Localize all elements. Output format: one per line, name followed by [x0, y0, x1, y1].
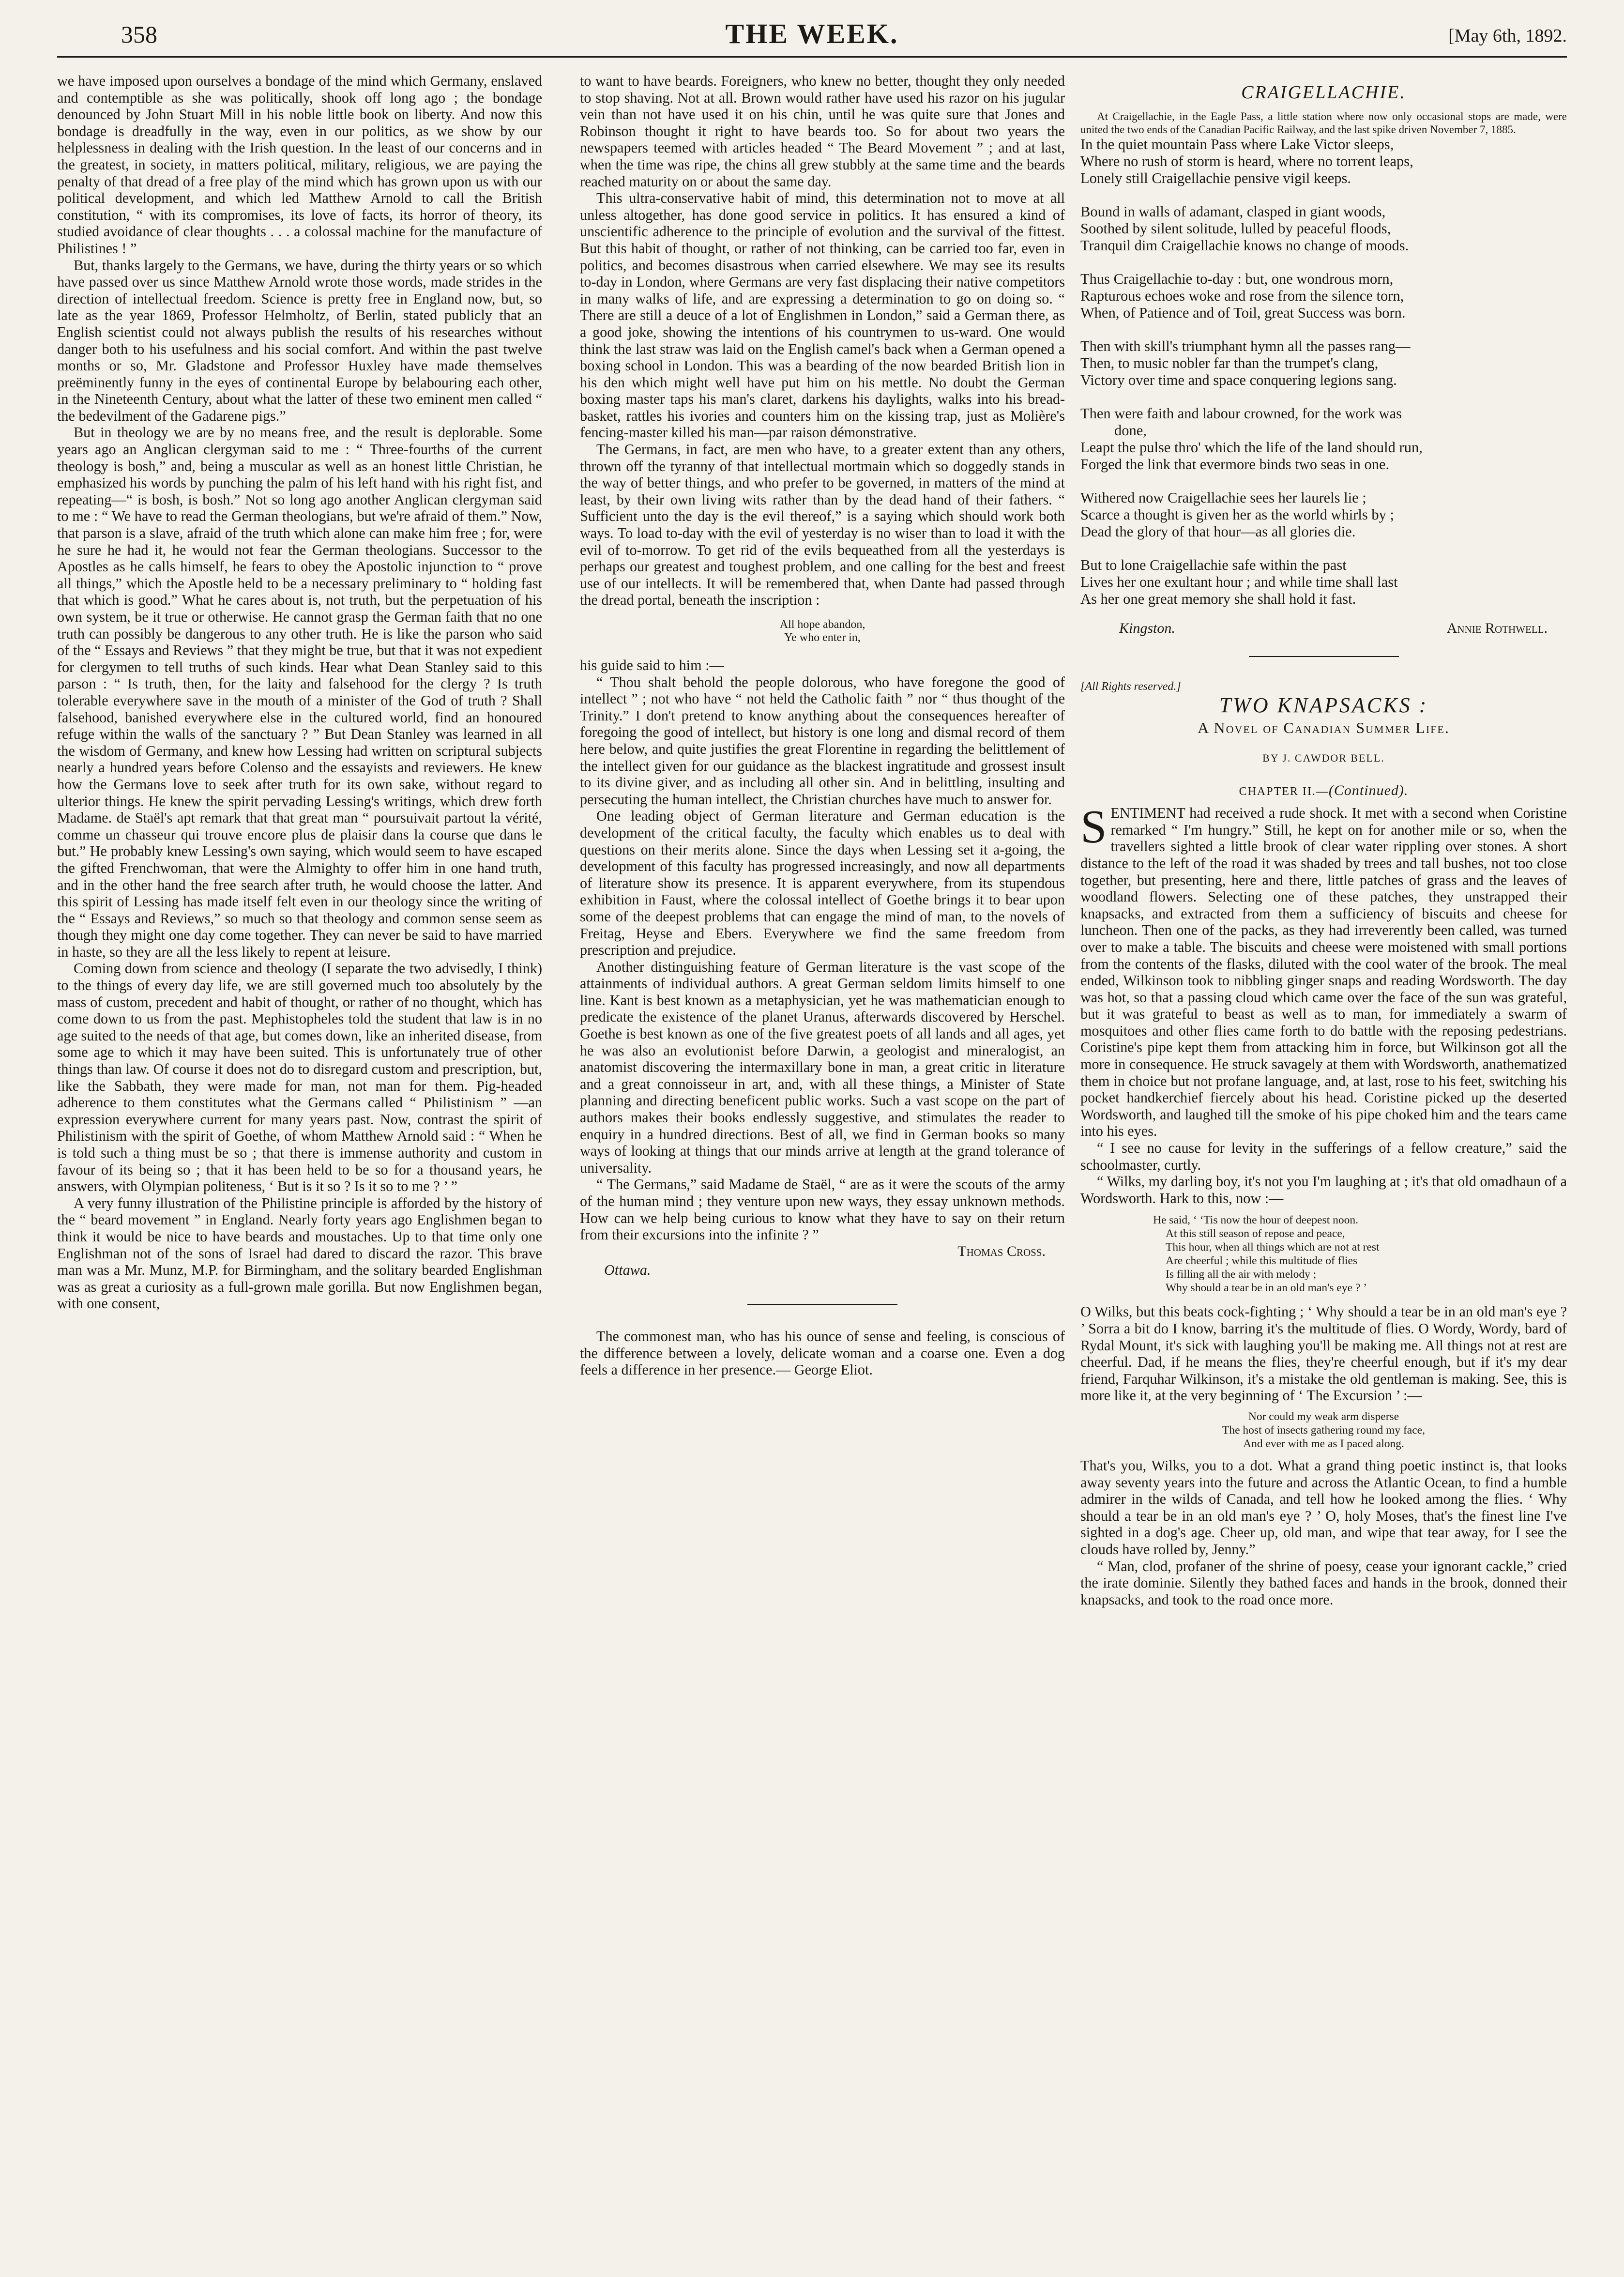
poem-signature [1119, 620, 1548, 637]
page-header [0, 0, 1624, 53]
poem-line: As her one great memory she shall hold it fast. [1080, 590, 1356, 607]
chapter-continued: (Continued). [1328, 782, 1409, 798]
paragraph: “ The Germans,” said Madame de Staël, “ are as it were the scouts of the army of the human mind ; they venture upon new ways, they essay unknown methods. How can we help being curious to know what they have to say on their return from their excursions into the infinite ? ” [580, 1176, 1065, 1243]
poem-stanza [1080, 136, 1567, 187]
paragraph: “ Wilks, my darling boy, it's not you I'm laughing at ; it's that old omadhaun of a Wordsworth. Hark to this, now :— [1080, 1173, 1567, 1207]
article-signature: Thomas Cross. [957, 1243, 1046, 1259]
column-1 [57, 73, 542, 2266]
chapter-heading [1080, 782, 1567, 800]
poem-line: Rapturous echoes woke and rose from the silence torn, [1080, 287, 1404, 304]
excursion-verse [1080, 1410, 1567, 1451]
paragraph: But, thanks largely to the Germans, we have, during the thirty years or so which have passed over us since Matthew Arnold wrote those words, made strides in the direction of intellectual freedom. Science is pretty free in England now, but, so late as the year 1869, Professor Helmholtz, of Berlin, stated publicly that an English scientist could not always publish the results of his researches without danger both to his usefulness and his social comfort. And within the past twelve months or so, Mr. Gladstone and Professor Huxley have made themselves preëminently funny in the eyes of continental Europe by belabouring each other, in the Nineteenth Century, about what the latter of these two eminent men called “ the bedevilment of the Gadarene pigs.” [57, 257, 542, 424]
poem-line: Lives her one exultant hour ; and while time shall last [1080, 573, 1398, 590]
column-3 [1080, 73, 1567, 2266]
poem-stanza [1080, 557, 1567, 608]
poem-line: Scarce a thought is given her as the world whirls by ; [1080, 506, 1394, 523]
poem-line: Then with skill's triumphant hymn all the passes rang— [1080, 337, 1411, 354]
poem-line: Then were faith and labour crowned, for the work was [1080, 405, 1402, 422]
verse-line: Nor could my weak arm disperse [1248, 1410, 1399, 1423]
header-rule [57, 56, 1567, 58]
paragraph: his guide said to him :— [580, 657, 724, 673]
poem-stanza [1080, 405, 1567, 473]
quote-line: All hope abandon, [779, 618, 865, 631]
masthead: THE WEEK. [725, 18, 899, 49]
paragraph: But in theology we are by no means free, and the result is deplorable. Some years ago an Anglican clergyman said to me : “ Three-fourths of the current theology is bosh,” and, being a muscular as well as an honest little Christian, he emphasized his words by punching the palm of his left hand with his right fist, and repeating—“ is bosh, is bosh.” Not so long ago another Anglican clergyman said to me : “ We have to read the German theologians, but we're afraid of them.” Now, that parson is a slave, afraid of the truth which alone can make him free ; for, were he sure he had it, he would not fear the German theologians. Successor to the Apostles as he calls himself, he fears to obey the Apostolic injunction to “ prove all things,” which the Apostle held to be a necessary preliminary to “ holding fast that which is good.” What he cares about is, not truth, but the perpetuation of his own system, be it true or otherwise. He cannot grasp the German faith that no one truth can possibly be dangerous to any other truth. He is like the parson who said of the “ Essays and Reviews ” that they might be true, but that it was not expedient for clergymen to tell truths of such kinds. Hear what Dean Stanley said to this parson : “ Is truth, then, for the laity and falsehood for the clergy ? Is truth tolerable everywhere save in the mouth of a minister of the God of truth ? Shall falsehood, banished everywhere else in the cultured world, find an honoured refuge within the walls of the sanctuary ? ” But Dean Stanley was learned in all the wisdom of Germany, and knew how Lessing had written on scriptural subjects nearly a hundred years before Colenso and the essayists and reviewers. He knew how the Germans love to seek after truth for its own sake, without regard to ulterior things. He knew the spirit pervading Lessing's writings, which drew forth Madame. de Staël's apt remark that that great man “ poursuivait partout la vérité, comme un chasseur qui trouve encore plus de plaisir dans la course que dans le but.” He probably knew Lessing's own saying, which would seem to have escaped the gifted Frenchwoman, that were the Almighty to offer him in one hand truth, and in the other hand the free search after truth, he would choose the latter. And this spirit of Lessing has made itself felt even in our theology since the writing of the “ Essays and Reviews,” so much so that theology and common sense seem as though they might one day come together. They can never be said to have married in haste, so they are all the less likely to repent at leisure. [57, 424, 542, 960]
paragraph: One leading object of German literature and German education is the development of the critical faculty, the faculty which enables us to deal with questions on their merits alone. Since the days when Lessing set it a-going, the development of this faculty has progressed increasingly, and now all departments of literature show its presence. It is apparent everywhere, from its stupendous exhibition in Faust, where the colossal intellect of Goethe brings it to bear upon some of the deepest problems that can engage the mind of man, to the novels of Freitag, Heyse and Ebers. Everywhere we find the same freedom from prescription and prejudice. [580, 808, 1065, 959]
poem-line: Bound in walls of adamant, clasped in giant woods, [1080, 203, 1386, 220]
poem-line: done, [1114, 422, 1147, 439]
poem-line: In the quiet mountain Pass where Lake Victor sleeps, [1080, 136, 1394, 153]
chapter-label: CHAPTER II.— [1239, 785, 1329, 798]
poem-line: Lonely still Craigellachie pensive vigil keeps. [1080, 169, 1351, 186]
rights-notice: [All Rights reserved.] [1080, 680, 1181, 693]
section-divider [747, 1304, 897, 1305]
column-2 [580, 73, 1065, 2266]
verse-line: Is filling all the air with melody ; [1166, 1268, 1317, 1281]
paragraph: to want to have beards. Foreigners, who knew no better, thought they only needed to stop shaving. Not at all. Brown would rather have used his razor on his jugular vein than not have used it on his chin, until he was quite sure that Jones and Robinson thought it right to have beards too. So for about two years the newspapers teemed with articles headed “ The Beard Movement ” ; and at last, when the time was ripe, the chins all grew stubbly at the same time and the beards reached maturity on or about the same day. [580, 73, 1065, 190]
verse-line: Are cheerful ; while this multitude of flies [1166, 1254, 1358, 1268]
poem-place: Kingston. [1119, 620, 1175, 636]
paragraph: That's you, Wilks, you to a dot. What a grand thing poetic instinct is, that looks away seventy years into the future and across the Atlantic Ocean, to find a humble admirer in the wilds of Canada, and tell how he looked among the flies. ‘ Why should a tear be in an old man's eye ? ’ O, holy Moses, that's the finest line I've sighted in a dog's age. Cheer up, old man, and wipe that tear away, for I see the clouds have rolled by, Jenny.” [1080, 1457, 1567, 1558]
poem-line: Tranquil dim Craigellachie knows no change of moods. [1080, 237, 1409, 254]
paragraph: Another distinguishing feature of German literature is the vast scope of the attainments of individual authors. A great German seldom limits himself to one line. Kant is best known as a metaphysician, yet he was mathematician enough to predicate the existence of the planet Uranus, afterwards discovered by Herschel. Goethe is best known as one of the five greatest poets of all lands and all ages, yet he was also an evolutionist before Darwin, a geologist and mineralogist, an anatomist discovering the intermaxillary bone in man, a great critic in literature and a great connoisseur in art, and, with all these things, a Minister of State planning and directing beneficent public works. Such a vast scope on the part of authors makes their books endlessly suggestive, and stimulates the reader to enquiry in a hundred directions. Best of all, we find in German books so many ways of looking at things that our minds arrive at length at the grand tolerance of universality. [580, 958, 1065, 1176]
poem-line: But to lone Craigellachie safe within the past [1080, 556, 1347, 573]
poem-note: At Craigellachie, in the Eagle Pass, a little station where now only occasional stops are made, were united the two ends of the Canadian Pacific Railway, and the last spike driven November 7, 1885. [1080, 110, 1567, 136]
first-paragraph-text: ENTIMENT had received a rude shock. It met with a second when Coristine remarked “ I'm hungry.” Still, he kept on for another mile or so, when the travellers sighted a little brook of clear water rippling over stones. A short distance to the left of the road it was shaded by trees and tall bushes, not too close together, but presenting, here and there, little patches of grass and the leaves of woodland flowers. Selecting one of these patches, they unstrapped their knapsacks, and extracted from them a sufficiency of biscuits and cheese for luncheon. Then one of the packs, as they had irreverently been called, was turned over to make a table. The biscuits and cheese were moistened with small portions from the contents of the flasks, diluted with the cool water of the brook. The meal ended, Wilkinson took to nibbling ginger snaps and reading Wordsworth. The day was hot, so that a passing cloud which came over the face of the sun was grateful, but it was grateful to beast as well as to man, for immediately a swarm of mosquitoes and other flies came forth to do battle with the reposing pedestrians. Coristine's pipe kept them from attacking him in force, but Wilkinson got all the more in consequence. He struck savagely at them with Wordsworth, anathematized them in choice but not profane language, and, at last, rose to his feet, switching his pocket handkerchief fiercely about his head. Coristine picked up the deserted Wordsworth, and laughed till the smoke of his pipe choked him and the tears came into his eyes. [1080, 805, 1567, 1140]
drop-cap: S [1080, 801, 1107, 854]
page-number: 358 [121, 21, 157, 48]
poem-line: Victory over time and space conquering legions sang. [1080, 371, 1397, 388]
article-place: Ottawa. [604, 1262, 651, 1279]
quote-line: Ye who enter in, [784, 631, 861, 644]
verse-line: And ever with me as I paced along. [1243, 1437, 1404, 1450]
poem-stanza [1080, 489, 1567, 540]
verse-line: This hour, when all things which are not at rest [1166, 1241, 1380, 1254]
poem-line: Dead the glory of that hour—as all glories die. [1080, 523, 1356, 540]
paragraph: O Wilks, but this beats cock-fighting ; ‘ Why should a tear be in an old man's eye ? ’ Sorra a bit do I know, barring it's the multitude of flies. O Wordy, Wordy, bard of Rydal Mount, it's sick with laughing you'll be making me. All things not at rest are cheerful. Dad, if he means the flies, they're cheerful enough, but if it's my dear friend, Farquhar Wilkinson, it's a mistake the old gentleman is making. See, this is more like it, at the very beginning of ‘ The Excursion ’ :— [1080, 1303, 1567, 1404]
poem-line: Thus Craigellachie to-day : but, one wondrous morn, [1080, 270, 1394, 287]
poem-line: Then, to music nobler far than the trumpet's clang, [1080, 354, 1379, 371]
poem-stanza [1080, 203, 1567, 254]
paragraph: Coming down from science and theology (I separate the two advisedly, I think) to the things of every day life, we are still governed much too absolutely by the mass of custom, precedent and habit of thought, or rather of no thought, which has come down to us from the past. Mephistopheles told the student that law is in no age suited to the needs of that age, but comes down, like an inherited disease, from some age to which it may have been suited. This is unfortunately true of other things than law. Of course it does not do to disregard custom and prescription, but, like the Sabbath, they were made for man, not man for them. Pig-headed adherence to them constitutes what the Germans called “ Philistinism ” —an expression everywhere current for many years past. Now, contrast the spirit of Philistinism with the spirit of Goethe, of whom Matthew Arnold said : “ When he is told such a thing must be so ; that there is immense authority and custom in favour of its being so ; that it has been held to be so for a thousand years, he answers, with Olympian politeness, ‘ But is it so ? Is it so to me ? ’ ” [57, 960, 542, 1195]
wordsworth-verse [1153, 1213, 1567, 1295]
paragraph [1080, 801, 1567, 1140]
verse-line: He said, ‘ ‘Tis now the hour of deepest noon. [1153, 1214, 1359, 1227]
poem-title: CRAIGELLACHIE. [1241, 82, 1406, 103]
paragraph: “ Man, clod, profaner of the shrine of poesy, cease your ignorant cackle,” cried the irate dominie. Silently they bathed faces and hands in the brook, donned their knapsacks, and took to the road once more. [1080, 1558, 1567, 1608]
paragraph: “ Thou shalt behold the people dolorous, who have foregone the good of intellect ” ; not who have “ not held the Catholic faith ” nor “ thus thought of the Trinity.” I don't pretend to know anything about the consequences hereafter of foregoing the good of intellect, but history is one long and dismal record of them here below, and quite justifies the great Florentine in regarding the belittlement of the intellect given for our guidance as the blackest ingratitude and grossest insult to its divine giver, and as including all other sin. And in belittling, insulting and persecuting the human intellect, the Christian churches have much to answer for. [580, 673, 1065, 808]
paragraph: we have imposed upon ourselves a bondage of the mind which Germany, enslaved and contemptible as she was politically, shook off long ago ; the bondage denounced by John Stuart Mill in his noble little book on liberty. And now this bondage is dreadfully in the way, even in our politics, as we show by our helplessness in dealing with the Irish question. In the least of our concerns and in the greatest, in society, in matters political, military, religious, we are paying the penalty of that dread of a free play of the mind which has grown upon us with our political development, and which led Matthew Arnold to call the British constitution, “ with its compromises, its love of facts, its horror of theory, its studied avoidance of clear thoughts . . . a colossal machine for the manufacture of Philistines ! ” [57, 73, 542, 257]
paragraph: A very funny illustration of the Philistine principle is afforded by the history of the “ beard movement ” in England. Nearly forty years ago Englishmen began to think it would be nice to have beards and moustaches. Up to that time only one Englishman not of the sons of Israel had dared to discard the razor. This brave man was a Mr. Munz, M.P. for Birmingham, and the solitary bearded Englishman was as great a curiosity as a full-grown male gorilla. But now Englishmen began, with one consent, [57, 1194, 542, 1312]
poem-line: Where no rush of storm is heard, where no torrent leaps, [1080, 153, 1413, 169]
poem-line: When, of Patience and of Toil, great Success was born. [1080, 304, 1406, 321]
verse-line: The host of insects gathering round my face, [1222, 1423, 1425, 1436]
poem-line: Soothed by silent solitude, lulled by peaceful floods, [1080, 220, 1391, 237]
poem-line: Forged the link that evermore binds two seas in one. [1080, 456, 1390, 473]
eliot-quote: The commonest man, who has his ounce of sense and feeling, is conscious of the difference between a lovely, delicate woman and a coarse one. Even a dog feels a difference in her presence.— George Eliot. [580, 1328, 1065, 1378]
poem-line: Withered now Craigellachie sees her laurels lie ; [1080, 489, 1366, 506]
verse-line: At this still season of repose and peace, [1166, 1227, 1345, 1240]
story-title: TWO KNAPSACKS : [1219, 693, 1428, 717]
poem-stanza [1080, 271, 1567, 321]
dante-quote [580, 618, 1065, 644]
verse-line: Why should a tear be in an old man's eye ? ’ [1166, 1282, 1367, 1295]
poem-line: Leapt the pulse thro' which the life of the land should run, [1080, 439, 1423, 456]
issue-date: [May 6th, 1892. [1448, 26, 1567, 46]
poem-author: Annie Rothwell. [1446, 620, 1548, 636]
paragraph: “ I see no cause for levity in the sufferings of a fellow creature,” said the schoolmaster, curtly. [1080, 1140, 1567, 1173]
story-subtitle: A Novel of Canadian Summer Life. [1198, 719, 1450, 737]
story-byline: BY J. CAWDOR BELL. [1262, 751, 1385, 764]
section-divider [1249, 656, 1399, 657]
paragraph: This ultra-conservative habit of mind, this determination not to move at all unless altogether, has done good service in politics. It has ensured a kind of unscientific adherence to the principle of evolution and the survival of the fittest. But this habit of thought, or rather of not thinking, can be carried too far, even in politics, and becomes disastrous when carried elsewhere. We may see its results to-day in London, where Germans are very fast displacing their native competitors in many walks of life, and are expressing a determination to go on doing so. “ There are still a deuce of a lot of Englishmen in London,” said a German there, as a good joke, showing the intentions of his countrymen to us-ward. One would think the last straw was laid on the English camel's back when a German opened a boxing school in London. This was a bearding of the now bearded British lion in his den which might well have put him on his mettle. No doubt the German boxing master taps his man's claret, darkens his daylights, walks into his bread-basket, rattles his ivories and counters him on the kissing trap, just as Molière's fencing-master killed his man—par raison démonstrative. [580, 190, 1065, 441]
paragraph: The Germans, in fact, are men who have, to a greater extent than any others, thrown off the tyranny of that intellectual mortmain which so doggedly stands in the way of better things, and who prefer to be governed, in matters of the mind at least, by their own living wits rather than by the dead hand of their fathers. “ Sufficient unto the day is the evil thereof,” is a saying which should work both ways. To load to-day with the evil of yesterday is no wiser than to load it with the evil of to-morrow. To get rid of the evils bequeathed from all the yesterdays is perhaps our greatest and toughest problem, and one calling for the best and freest use of our intellects. It will be remembered that, when Dante had passed through the dread portal, beneath the inscription : [580, 441, 1065, 609]
poem-stanza [1080, 338, 1567, 389]
